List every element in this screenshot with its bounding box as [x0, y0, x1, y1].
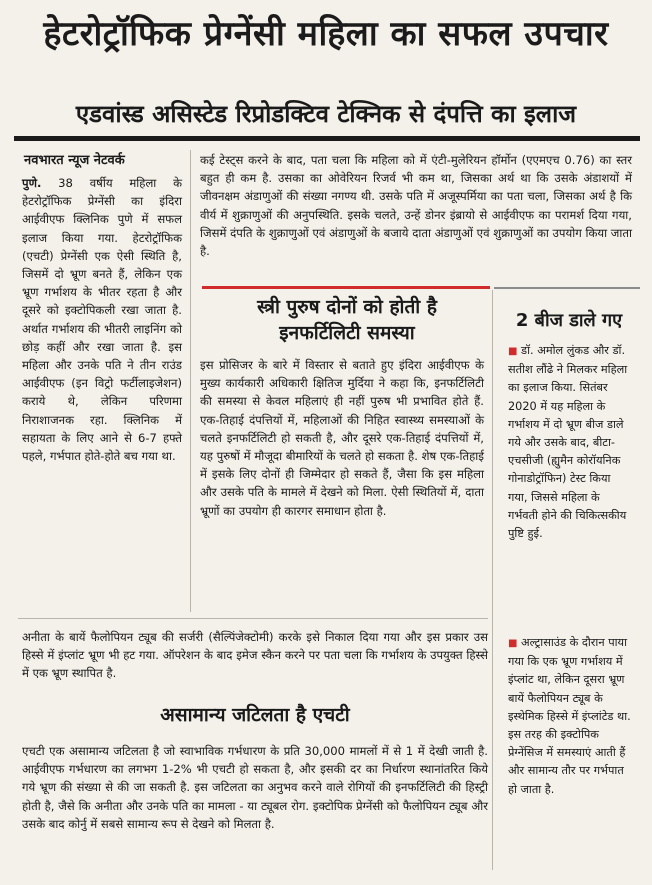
dateline: पुणे.: [22, 176, 42, 190]
bullet-icon: ■: [508, 346, 518, 357]
bullet-icon: ■: [508, 638, 518, 649]
section-heading-infertility: [202, 294, 492, 346]
lead-text: 38 वर्षीय महिला के हेटरोट्रॉफिक प्रेग्नेंसी का इंदिरा आईवीएफ क्लिनिक पुणे में सफल इलाज किया गया. हेटरोट्रॉफिक (एचटी) प्रेग्नेंसी एक ऐसी स्थिति है, जिसमें दो भ्रूण बनते हैं, लेकिन एक भ्रूण गर्भाशय के भीतर रहता है और दूसरे को इक्टोपिकली रखा जाता है. अर्थात गर्भाशय की भीतरी लाइनिंग को छोड़ कहीं और रखा जाता है. इस महिला और उनके पति ने तीन राउंड आईवीएफ (इन विट्रो फर्टीलाइजेशन) कराये थे, लेकिन परिणमा निराशाजनक रहा. क्लिनिक में सहायता के लिए आने से 6-7 हफ्ते पहले, गर्भपात होते-होते बच गया था.: [22, 176, 182, 464]
top-rule: [14, 136, 640, 141]
section-heading-complication: असामान्य जटिलता है एचटी: [160, 704, 350, 726]
column-divider-left: [190, 150, 191, 612]
headline: हेटरोट्रॉफिक प्रेग्नेंसी महिला का सफल उपचार: [43, 14, 609, 54]
sidebar-item-2-text: अल्ट्रासाउंड के दौरान पाया गया कि एक भ्रूण गर्भाशय में इंप्लांट था, लेकिन दूसरा भ्रूण बायें फैलोपियन ट्यूब के इस्थेमिक हिस्से में इंप्लांटेड था. इस तरह की इक्टोपिक प्रेग्नेंसिज में समस्याएं आती हैं और सामान्य तौर पर गर्भपात हो जाता है.: [508, 636, 631, 796]
byline: नवभारत न्यूज नेटवर्क: [24, 153, 125, 168]
top-paragraph: कई टेस्ट्स करने के बाद, पता चला कि महिला को में एंटी-मुलेरियन हॉर्मोन (एएमएच 0.76) का स्तर बहुत ही कम है. उसका का ओवेरियन रिजर्व भी कम था, जिसका अर्थ था कि उसके अंडाशयों में जीवनक्षम अंडाणुओं की संख्या नगण्य थी. उसके पति में अजूस्पर्मिया का पता चला, जिसका अर्थ है कि वीर्य में शुक्राणुओं की अनुपस्थिति. इसके चलते, उन्हें डोनर इंब्रायो से आईवीएफ का परामर्श दिया गया, जिसमें दंपति के शुक्राणुओं एवं अंडाणुओं के बजाये दाता अंडाणुओं एवं शुक्राणुओं का उपयोग किया जाता है.: [200, 153, 632, 259]
sidebar-heading: 2 बीज डाले गए: [515, 310, 623, 331]
column-divider-right: [492, 290, 493, 870]
sidebar-top-rule: [494, 287, 640, 289]
section-heading-line2: इनफर्टिलिटी समस्या: [279, 322, 415, 344]
infertility-paragraph: इस प्रोसिजर के बारे में विस्तार से बताते हुए इंदिरा आईवीएफ के मुख्य कार्यकारी अधिकारी क्षितिज मुर्दिया ने कहा कि, इनफर्टिलिटी की समस्या से केवल महिलाएं ही नहीं पुरुष भी प्रभावित होते हैं. एक-तिहाई दंपत्तियों में, महिलाओं की निहित स्वास्थ्य समस्याओं के चलते इनफर्टिलिटी हो सकती है, और दूसरे एक-तिहाई दंपत्तियों में, यह पुरुषों में मौजूदा बीमारियों के चलते हो सकता है. शेष एक-तिहाई में इसके लिए दोनों ही जिम्मेदार हो सकते हैं, जैसा कि इस महिला और उसके पति के मामले में देखने को मिला. ऐसी स्थितियों में, दाता भ्रूणों का उपयोग ही कारगर समाधान होता है.: [200, 358, 484, 518]
subheadline: एडवांस्ड असिस्टेड रिप्रोडक्टिव टेक्निक से दंपत्ति का इलाज: [75, 100, 577, 128]
section-accent-bar: [202, 286, 490, 289]
lead-paragraph: [22, 174, 182, 465]
surgery-paragraph: अनीता के बायें फैलोपियन ट्यूब की सर्जरी (सैल्पिंजेक्टोमी) करके इसे निकाल दिया गया और इस प्रकार उस हिस्से में इंप्लांट भ्रूण भी हट गया. ऑपरेशन के बाद इमेज स्कैन करने पर पता चला कि गर्भाशय के उपयुक्त हिस्से में एक भ्रूण स्थापित है.: [22, 630, 488, 681]
sidebar-item-1: [508, 342, 632, 543]
section-heading-line1: स्त्री पुरुष दोनों को होती है: [257, 296, 437, 318]
sidebar-item-1-text: डॉ. अमोल लुंकड और डॉ. सतीश लौंढे ने मिलकर महिला का इलाज किया. सितंबर 2020 में यह महिला के गर्भाशय में दो भ्रूण बीज डाले गये और उसके बाद, बीटा-एचसीजी (ह्युमैन कोरॉयनिक गोनाडोट्रॉफिन) टेस्ट किया गया, जिससे महिला के गर्भवती होने की चिकित्सकीय पुष्टि हुई.: [508, 344, 628, 541]
sidebar-item-2: [508, 634, 632, 799]
bottom-section-rule: [18, 618, 488, 619]
complication-paragraph: एचटी एक असामान्य जटिलता है जो स्वाभाविक गर्भधारण के प्रति 30,000 मामलों में से 1 में देखी जाती है. आईवीएफ गर्भधारण का लगभग 1-2% भी एचटी हो सकता है, और इसकी दर का निर्धारण स्थानांतरित किये गये भ्रूण की संख्या से की जा सकती है. इस जटिलता का अनुभव करने वाले रोगियों की इनफर्टिलिटी की हिस्ट्री होती है, जैसे कि अनीता और उनके पति का मामला - या ट्यूबल रोग. इक्टोपिक प्रेग्नेंसी को फैलोपियन ट्यूब और उसके बाद कोर्नु में सबसे सामान्य रूप से देखने को मिलता है.: [22, 744, 488, 831]
